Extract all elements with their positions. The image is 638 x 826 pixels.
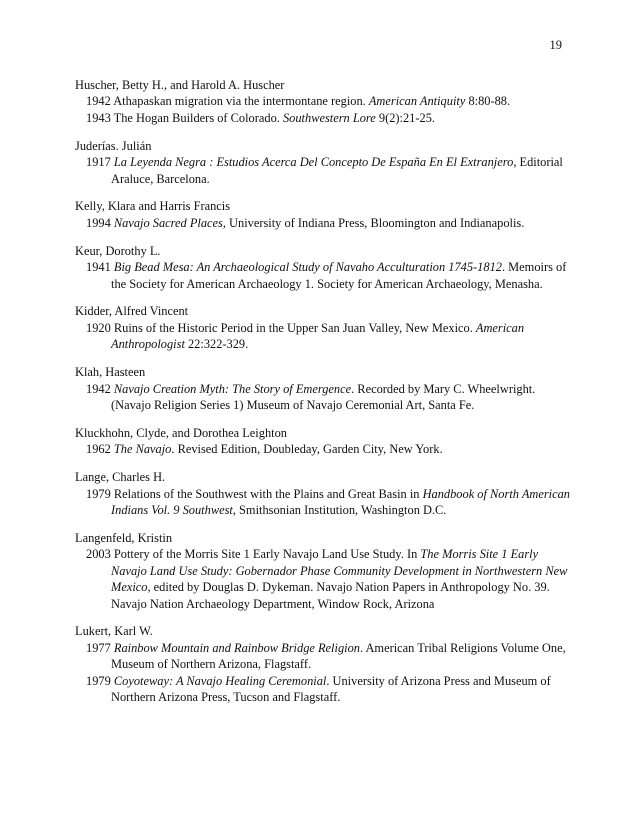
entry-author: Klah, Hasteen [75, 365, 146, 380]
work-title: American Antiquity [368, 94, 466, 109]
bibliography-entry [75, 364, 575, 413]
bibliography [75, 77, 575, 717]
work-text: 1942 Athapaskan migration via the intermontane region. [86, 94, 369, 109]
entry-work [75, 215, 575, 231]
entry-work [75, 154, 575, 187]
bibliography-entry [75, 198, 575, 231]
entry-work [75, 93, 575, 109]
work-text: , Smithsonian Institution, Washington D.C. [232, 503, 447, 518]
work-text: , University of Indiana Press, Bloomington and Indianapolis. [222, 215, 525, 230]
bibliography-entry [75, 623, 575, 705]
entry-work [75, 673, 575, 706]
work-text: 1917 [86, 155, 114, 170]
entry-author: Kluckhohn, Clyde, and Dorothea Leighton [75, 425, 287, 440]
work-title: Navajo Sacred Places [113, 215, 223, 230]
entry-work [75, 546, 575, 612]
entry-author: Kelly, Klara and Harris Francis [75, 199, 231, 214]
entry-author: Kidder, Alfred Vincent [75, 304, 189, 319]
work-text: 1920 Ruins of the Historic Period in the Upper San Juan Valley, New Mexico. [86, 320, 476, 335]
work-title: Big Bead Mesa: An Archaeological Study of Navaho Acculturation 1745-1812 [113, 260, 502, 275]
work-title: Southwestern Lore [282, 110, 376, 125]
work-text: 1942 [86, 381, 114, 396]
bibliography-entry [75, 469, 575, 518]
entry-work [75, 320, 575, 353]
work-title: La Leyenda Negra : Estudios Acerca Del Concepto De España En El Extranjero [113, 155, 514, 170]
entry-work [75, 640, 575, 673]
entry-author: Huscher, Betty H., and Harold A. Huscher [75, 78, 285, 92]
work-text: 1962 [86, 442, 114, 457]
page-number: 19 [549, 38, 562, 52]
work-text: . American Tribal Religions Volume One, Museum of Northern Arizona, Flagstaff. [111, 640, 566, 672]
work-text: 22:322-329. [184, 337, 249, 352]
bibliography-entry [75, 425, 575, 458]
entry-work [75, 259, 575, 292]
work-text: 1941 [86, 260, 114, 275]
work-title: Coyoteway: A Navajo Healing Ceremonial [113, 673, 327, 688]
work-text: . Revised Edition, Doubleday, Garden City, New York. [171, 442, 443, 457]
entry-work [75, 381, 575, 414]
bibliography-entry [75, 243, 575, 292]
work-text: . Recorded by Mary C. Wheelwright. (Navajo Religion Series 1) Museum of Navajo Ceremonial Art, Santa Fe. [111, 381, 536, 412]
work-text: 1979 Relations of the Southwest with the Plains and Great Basin in [86, 486, 423, 501]
entry-work [75, 110, 575, 126]
entry-author: Juderías. Julián [75, 138, 152, 153]
work-text: . Memoirs of the Society for American Archaeology 1. Society for American Archaeology, Menasha. [111, 260, 567, 291]
work-text: 1943 The Hogan Builders of Colorado. [86, 110, 283, 125]
work-text: 2003 Pottery of the Morris Site 1 Early Navajo Land Use Study. In [86, 547, 421, 562]
work-text: , Editorial Araluce, Barcelona. [111, 155, 563, 186]
work-text: 1979 [86, 673, 114, 688]
entry-author: Lukert, Karl W. [75, 624, 153, 639]
work-text: 9(2):21-25. [375, 110, 435, 125]
work-title: The Morris Site 1 Early Navajo Land Use Study: Gobernador Phase Community Development in Northwestern New Mexico [111, 547, 568, 595]
work-title: Navajo Creation Myth: The Story of Emergence [113, 381, 352, 396]
bibliography-entry [75, 77, 575, 126]
work-title: The Navajo [113, 442, 172, 457]
work-text: 1994 [86, 215, 114, 230]
entry-author: Lange, Charles H. [75, 470, 166, 485]
bibliography-entry [75, 530, 575, 612]
work-title: Rainbow Mountain and Rainbow Bridge Religion [113, 640, 360, 655]
work-text: . University of Arizona Press and Museum of Northern Arizona Press, Tucson and Flagstaff. [111, 673, 551, 705]
entry-author: Langenfeld, Kristin [75, 530, 173, 545]
work-text: 1977 [86, 640, 114, 655]
work-title: American Anthropologist [111, 320, 525, 352]
entry-author: Keur, Dorothy L. [75, 243, 161, 258]
work-text: , edited by Douglas D. Dykeman. Navajo Nation Papers in Anthropology No. 39. Navajo Nation Archaeology Department, Window Rock, Arizona [111, 580, 550, 611]
entry-work [75, 441, 575, 457]
entry-work [75, 486, 575, 519]
bibliography-entry [75, 138, 575, 187]
bibliography-entry [75, 303, 575, 352]
work-text: 8:80-88. [465, 94, 511, 109]
work-title: Handbook of North American Indians Vol. 9 Southwest [111, 486, 570, 518]
